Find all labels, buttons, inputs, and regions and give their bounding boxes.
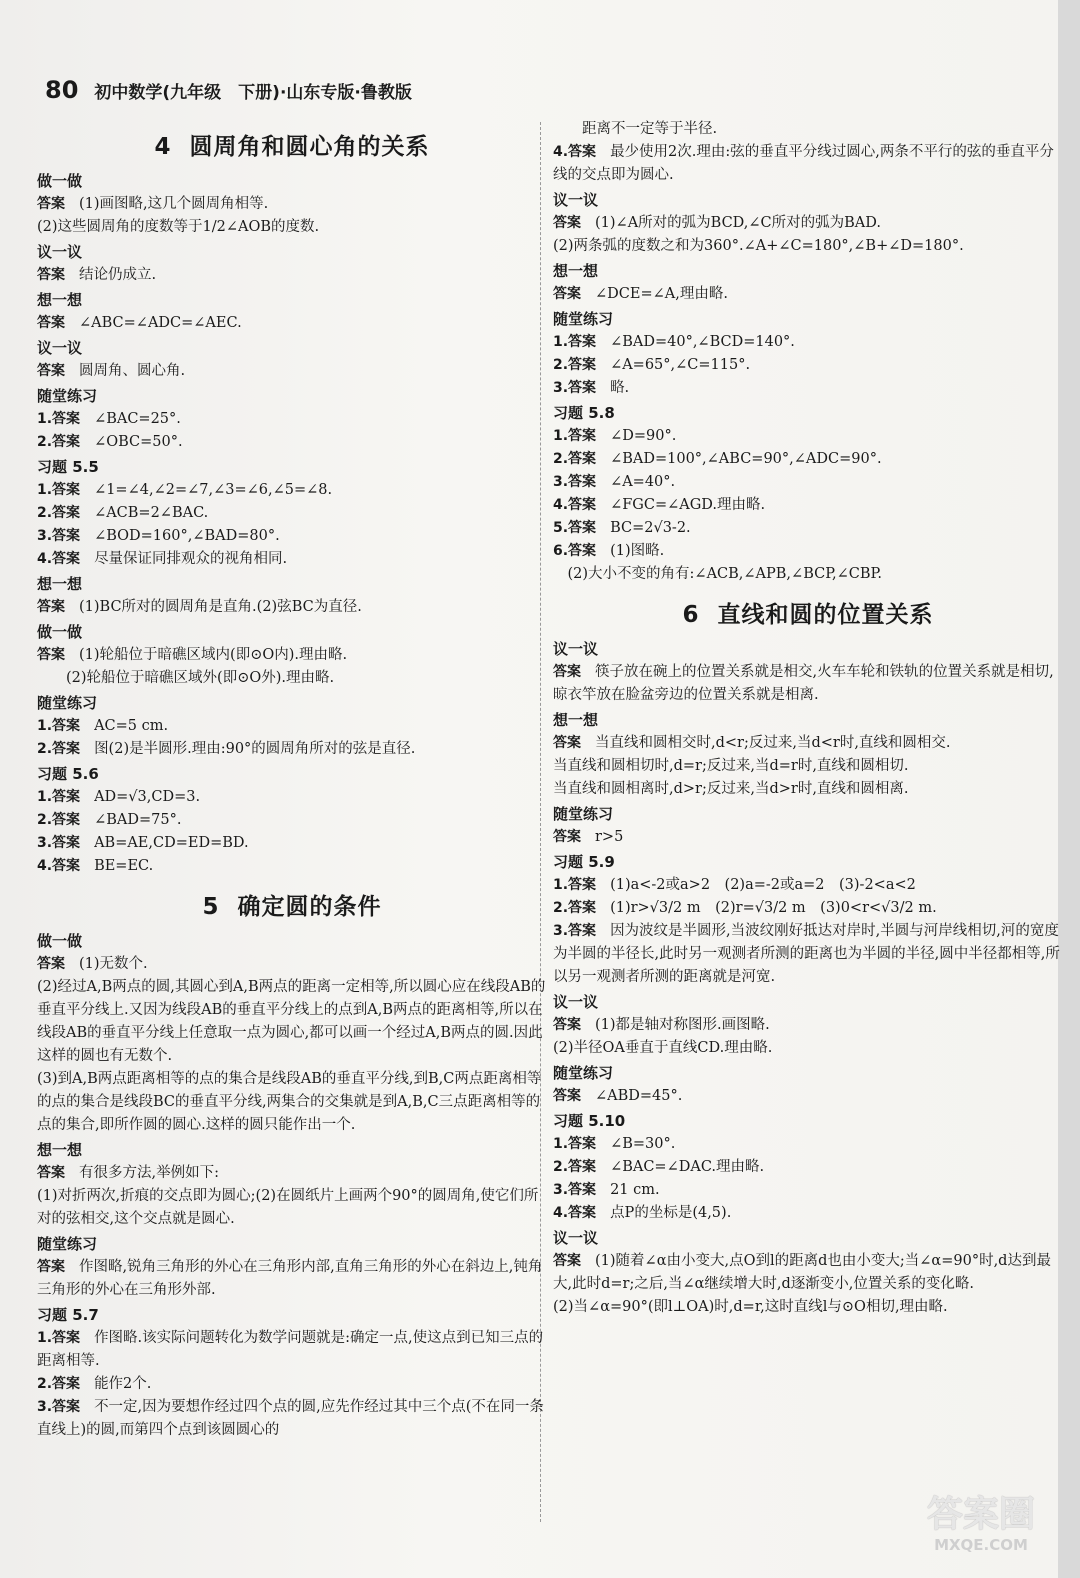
- answer-line: [37, 1327, 547, 1373]
- answer-text: ∠FGC=∠AGD.理由略.: [610, 497, 766, 513]
- answer-text: ∠A=40°.: [610, 474, 676, 490]
- answer-text: 尽量保证同排观众的视角相同.: [94, 551, 288, 567]
- answer-label: 1.答案: [37, 1330, 81, 1346]
- answer-line: [553, 1037, 1063, 1060]
- subheading: 议一议: [553, 191, 599, 209]
- subheading: 随堂练习: [37, 1235, 98, 1253]
- answer-text: (1)随着∠α由小变大,点O到l的距离d也由小变大;当∠α=90°时,d达到最大,此时d=r;之后,当∠α继续增大时,d逐渐变小,位置关系的变化略.: [553, 1253, 1051, 1292]
- answer-text: ∠BAC=25°.: [94, 411, 181, 427]
- subheading: 做一做: [37, 932, 83, 950]
- answer-label: 1.答案: [37, 789, 81, 805]
- answer-line: [37, 502, 547, 525]
- answer-text: 能作2个.: [94, 1376, 152, 1392]
- subheading: 想一想: [553, 711, 599, 729]
- answer-line: [553, 1156, 1063, 1179]
- answer-label: 1.答案: [37, 482, 81, 498]
- section-number: 5: [202, 894, 220, 920]
- subheading: 议一议: [553, 640, 599, 658]
- subheading: 想一想: [37, 1141, 83, 1159]
- answer-text: (1)都是轴对称图形.画图略.: [595, 1017, 770, 1033]
- answer-line: [37, 1396, 547, 1442]
- page-number: 80: [45, 76, 79, 104]
- answer-text: ∠BAD=100°,∠ABC=90°,∠ADC=90°.: [610, 451, 882, 467]
- answer-label: 2.答案: [553, 900, 597, 916]
- answer-text: ∠ABC=∠ADC=∠AEC.: [79, 315, 242, 331]
- answer-line: [553, 494, 1063, 517]
- answer-line: [553, 1085, 1063, 1108]
- answer-label: 1.答案: [553, 428, 597, 444]
- answer-line: [37, 1373, 547, 1396]
- answer-text: ∠OBC=50°.: [94, 434, 183, 450]
- answer-label: 2.答案: [37, 505, 81, 521]
- section-4-title: [37, 128, 547, 161]
- answer-line: [553, 235, 1063, 258]
- answer-text: (2)两条弧的度数之和为360°.∠A+∠C=180°,∠B+∠D=180°.: [553, 238, 964, 254]
- answer-line: [553, 448, 1063, 471]
- answer-text: (3)到A,B两点距离相等的点的集合是线段AB的垂直平分线,到B,C两点距离相等的点的集合是线段BC的垂直平分线,两集合的交集就是到A,B,C三点距离相等的点的集合,即所作圆的圆心.这样的圆只能作出一个.: [37, 1071, 542, 1133]
- section-6-title: [553, 596, 1063, 629]
- subheading: 习题 5.6: [37, 765, 99, 783]
- answer-line: [553, 732, 1063, 755]
- subheading: 习题 5.10: [553, 1112, 626, 1130]
- subheading: 随堂练习: [553, 310, 614, 328]
- answer-label: 答案: [553, 286, 581, 302]
- answer-label: 答案: [553, 735, 581, 751]
- answer-text: AB=AE,CD=ED=BD.: [94, 835, 249, 851]
- answer-line: [37, 1185, 547, 1231]
- answer-text: 圆周角、圆心角.: [79, 363, 186, 379]
- subheading: 做一做: [37, 623, 83, 641]
- answer-text: ∠D=90°.: [610, 428, 677, 444]
- answer-label: 答案: [553, 1253, 581, 1269]
- answer-text: (1)∠A所对的弧为BCD,∠C所对的弧为BAD.: [595, 215, 881, 231]
- answer-text: ∠BOD=160°,∠BAD=80°.: [94, 528, 280, 544]
- answer-line: [37, 644, 547, 667]
- answer-text: ∠B=30°.: [610, 1136, 676, 1152]
- answer-label: 答案: [37, 267, 65, 283]
- answer-text: (1)图略.: [610, 543, 665, 559]
- answer-line: [553, 897, 1063, 920]
- subheading: 想一想: [37, 575, 83, 593]
- answer-text: (2)大小不变的角有:∠ACB,∠APB,∠BCP,∠CBP.: [553, 566, 882, 582]
- answer-text: 21 cm.: [610, 1182, 660, 1198]
- answer-line: [37, 976, 547, 1068]
- answer-text: AC=5 cm.: [94, 718, 169, 734]
- answer-text: r>5: [595, 829, 624, 845]
- subheading: 议一议: [37, 243, 83, 261]
- subheading: 议一议: [553, 993, 599, 1011]
- answer-text: 结论仍成立.: [79, 267, 157, 283]
- answer-label: 答案: [37, 647, 65, 663]
- answer-text: ∠ACB=2∠BAC.: [94, 505, 209, 521]
- answer-text: ∠BAD=40°,∠BCD=140°.: [610, 334, 795, 350]
- answer-line: [553, 141, 1063, 187]
- answer-label: 答案: [37, 599, 65, 615]
- answer-label: 3.答案: [37, 528, 81, 544]
- subheading: 议一议: [37, 339, 83, 357]
- answer-label: 4.答案: [553, 1205, 597, 1221]
- subheading: 习题 5.5: [37, 458, 99, 476]
- subheading: 随堂练习: [553, 1064, 614, 1082]
- answer-text: 当直线和圆相离时,d>r;反过来,当d>r时,直线和圆相离.: [553, 781, 909, 797]
- answer-label: 2.答案: [37, 812, 81, 828]
- watermark-url: MXQE.COM: [934, 1536, 1028, 1554]
- answer-line: [553, 1133, 1063, 1156]
- answer-text: (1)轮船位于暗礁区域内(即⊙O内).理由略.: [79, 647, 348, 663]
- answer-label: 答案: [553, 1088, 581, 1104]
- section-5-title: [37, 888, 547, 921]
- answer-line: [37, 715, 547, 738]
- answer-label: 4.答案: [553, 497, 597, 513]
- answer-label: 答案: [37, 1165, 65, 1181]
- watermark-text: 答案圈: [926, 1494, 1035, 1535]
- answer-text: 点P的坐标是(4,5).: [610, 1205, 732, 1221]
- answer-line: [37, 479, 547, 502]
- answer-line: [37, 596, 547, 619]
- answer-label: 3.答案: [553, 1182, 597, 1198]
- answer-text: 略.: [610, 380, 630, 396]
- section-name: 确定圆的条件: [237, 894, 382, 920]
- answer-text: (1)画图略,这几个圆周角相等.: [79, 196, 269, 212]
- section-number: 6: [682, 602, 700, 628]
- answer-line: [37, 786, 547, 809]
- answer-line: [553, 1202, 1063, 1225]
- watermark-logo: [906, 1494, 1056, 1556]
- subheading: 习题 5.7: [37, 1306, 99, 1324]
- answer-line: [37, 1256, 547, 1302]
- answer-label: 1.答案: [553, 334, 597, 350]
- answer-line: [553, 471, 1063, 494]
- answer-label: 3.答案: [553, 380, 597, 396]
- answer-label: 答案: [37, 956, 65, 972]
- answer-text: AD=√3,CD=3.: [94, 789, 201, 805]
- answer-text: BE=EC.: [94, 858, 154, 874]
- answer-text: ∠ABD=45°.: [595, 1088, 683, 1104]
- answer-label: 2.答案: [553, 451, 597, 467]
- answer-label: 2.答案: [37, 1376, 81, 1392]
- answer-label: 4.答案: [37, 858, 81, 874]
- answer-text: 作图略.该实际问题转化为数学问题就是:确定一点,使这点到已知三点的距离相等.: [37, 1330, 544, 1369]
- subheading: 随堂练习: [37, 387, 98, 405]
- answer-line: [37, 1162, 547, 1185]
- answer-text: 作图略,锐角三角形的外心在三角形内部,直角三角形的外心在斜边上,钝角三角形的外心在三角形外部.: [37, 1259, 543, 1298]
- answer-text: (1)r>√3/2 m (2)r=√3/2 m (3)0<r<√3/2 m.: [610, 900, 937, 916]
- answer-label: 4.答案: [553, 144, 597, 160]
- answer-label: 答案: [553, 829, 581, 845]
- answer-label: 2.答案: [553, 1159, 597, 1175]
- answer-text: 当直线和圆相交时,d<r;反过来,当d<r时,直线和圆相交.: [595, 735, 951, 751]
- answer-label: 5.答案: [553, 520, 597, 536]
- answer-line: [553, 118, 1063, 141]
- section-4-body: [37, 171, 547, 878]
- answer-line: [553, 1296, 1063, 1319]
- answer-label: 3.答案: [553, 474, 597, 490]
- answer-text: (1)对折两次,折痕的交点即为圆心;(2)在圆纸片上画两个90°的圆周角,使它们所对的弦相交,这个交点就是圆心.: [37, 1188, 539, 1227]
- answer-line: [553, 540, 1063, 563]
- answer-label: 答案: [553, 215, 581, 231]
- answer-line: [37, 216, 547, 239]
- answer-text: (1)BC所对的圆周角是直角.(2)弦BC为直径.: [79, 599, 362, 615]
- answer-label: 答案: [37, 315, 65, 331]
- answer-line: [37, 832, 547, 855]
- answer-text: ∠A=65°,∠C=115°.: [610, 357, 751, 373]
- answer-label: 答案: [37, 196, 65, 212]
- answer-label: 答案: [37, 1259, 65, 1275]
- answer-line: [553, 425, 1063, 448]
- answer-text: ∠DCE=∠A,理由略.: [595, 286, 728, 302]
- answer-line: [553, 1179, 1063, 1202]
- answer-line: [37, 1068, 547, 1137]
- answer-line: [37, 360, 547, 383]
- answer-line: [37, 312, 547, 335]
- answer-line: [37, 667, 547, 690]
- answer-text: (2)轮船位于暗礁区域外(即⊙O外).理由略.: [37, 670, 335, 686]
- answer-line: [37, 855, 547, 878]
- answer-text: (2)当∠α=90°(即l⊥OA)时,d=r,这时直线l与⊙O相切,理由略.: [553, 1299, 948, 1315]
- answer-line: [553, 755, 1063, 778]
- page-header: [45, 76, 412, 112]
- answer-text: ∠1=∠4,∠2=∠7,∠3=∠6,∠5=∠8.: [94, 482, 333, 498]
- answer-text: 距离不一定等于半径.: [553, 121, 718, 137]
- left-column: [37, 118, 547, 1442]
- subheading: 想一想: [553, 262, 599, 280]
- answer-line: [553, 283, 1063, 306]
- answer-label: 6.答案: [553, 543, 597, 559]
- answer-line: [553, 1250, 1063, 1296]
- answer-line: [553, 874, 1063, 897]
- answer-line: [37, 408, 547, 431]
- answer-label: 答案: [553, 664, 581, 680]
- answer-label: 3.答案: [553, 923, 597, 939]
- answer-text: 筷子放在碗上的位置关系就是相交,火车车轮和铁轨的位置关系就是相切,晾衣竿放在脸盆旁边的位置关系就是相离.: [553, 664, 1054, 703]
- answer-text: BC=2√3-2.: [610, 520, 691, 536]
- section-6-body: [553, 639, 1063, 1319]
- answer-line: [553, 920, 1063, 989]
- answer-text: 因为波纹是半圆形,当波纹刚好抵达对岸时,半圆与河岸线相切,河的宽度为半圆的半径长,此时另一观测者所测的距离也为半圆的半径,圆中半径都相等,所以另一观测者所测的距离就是河宽.: [553, 923, 1060, 985]
- answer-line: [37, 738, 547, 761]
- answer-label: 答案: [37, 363, 65, 379]
- answer-line: [553, 826, 1063, 849]
- answer-text: 图(2)是半圆形.理由:90°的圆周角所对的弦是直径.: [94, 741, 416, 757]
- subheading: 随堂练习: [37, 694, 98, 712]
- answer-line: [553, 212, 1063, 235]
- right-column: [553, 118, 1063, 1319]
- answer-line: [37, 809, 547, 832]
- subheading: 做一做: [37, 172, 83, 190]
- answer-text: ∠BAC=∠DAC.理由略.: [610, 1159, 765, 1175]
- answer-label: 2.答案: [37, 434, 81, 450]
- book-title: 初中数学(九年级 下册)·山东专版·鲁教版: [94, 83, 412, 103]
- subheading: 想一想: [37, 291, 83, 309]
- answer-line: [37, 264, 547, 287]
- subheading: 随堂练习: [553, 805, 614, 823]
- answer-line: [37, 525, 547, 548]
- answer-label: 3.答案: [37, 835, 81, 851]
- answer-line: [37, 548, 547, 571]
- answer-text: 当直线和圆相切时,d=r;反过来,当d=r时,直线和圆相切.: [553, 758, 909, 774]
- answer-label: 答案: [553, 1017, 581, 1033]
- answer-label: 3.答案: [37, 1399, 81, 1415]
- answer-text: 最少使用2次.理由:弦的垂直平分线过圆心,两条不平行的弦的垂直平分线的交点即为圆心.: [553, 144, 1054, 183]
- answer-text: (2)这些圆周角的度数等于1/2∠AOB的度数.: [37, 219, 320, 235]
- subheading: 习题 5.9: [553, 853, 615, 871]
- answer-label: 4.答案: [37, 551, 81, 567]
- answer-line: [553, 778, 1063, 801]
- answer-label: 1.答案: [553, 1136, 597, 1152]
- section-5-continued: [553, 118, 1063, 586]
- answer-line: [553, 1014, 1063, 1037]
- answer-text: (2)经过A,B两点的圆,其圆心到A,B两点的距离一定相等,所以圆心应在线段AB的垂直平分线上.又因为线段AB的垂直平分线上的点到A,B两点的距离相等,所以在线段AB的垂直平分线上任意取一点为圆心,都可以画一个经过A,B两点的圆.因此这样的圆也有无数个.: [37, 979, 546, 1064]
- answer-text: (2)半径OA垂直于直线CD.理由略.: [553, 1040, 773, 1056]
- answer-line: [553, 377, 1063, 400]
- answer-line: [553, 661, 1063, 707]
- answer-line: [553, 354, 1063, 377]
- answer-label: 2.答案: [553, 357, 597, 373]
- answer-text: ∠BAD=75°.: [94, 812, 182, 828]
- section-number: 4: [154, 134, 172, 160]
- answer-text: (1)无数个.: [79, 956, 148, 972]
- subheading: 习题 5.8: [553, 404, 615, 422]
- section-name: 圆周角和圆心角的关系: [189, 134, 430, 160]
- answer-label: 1.答案: [37, 718, 81, 734]
- answer-line: [553, 563, 1063, 586]
- answer-text: 有很多方法,举例如下:: [79, 1165, 219, 1181]
- answer-label: 2.答案: [37, 741, 81, 757]
- answer-line: [37, 431, 547, 454]
- answer-text: 不一定,因为要想作经过四个点的圆,应先作经过其中三个点(不在同一条直线上)的圆,而第四个点到该圆圆心的: [37, 1399, 544, 1438]
- answer-label: 1.答案: [553, 877, 597, 893]
- section-5-body: [37, 931, 547, 1442]
- answer-line: [553, 331, 1063, 354]
- answer-label: 1.答案: [37, 411, 81, 427]
- section-name: 直线和圆的位置关系: [717, 602, 934, 628]
- answer-line: [37, 953, 547, 976]
- answer-text: (1)a<-2或a>2 (2)a=-2或a=2 (3)-2<a<2: [610, 877, 916, 893]
- answer-line: [553, 517, 1063, 540]
- answer-line: [37, 193, 547, 216]
- subheading: 议一议: [553, 1229, 599, 1247]
